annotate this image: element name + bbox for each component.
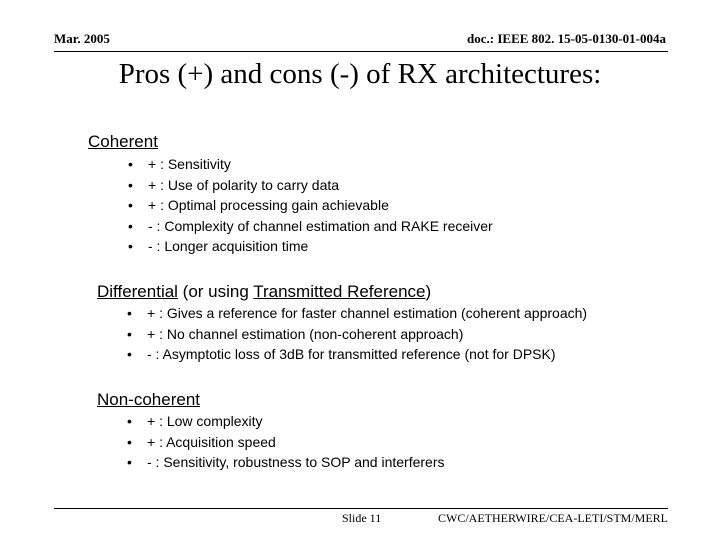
bullet-icon: • xyxy=(127,413,132,429)
list-item: • + : Low complexity xyxy=(127,411,445,432)
bullet-icon: • xyxy=(127,433,132,450)
header-date: Mar. 2005 xyxy=(54,31,110,46)
list-item: • + : Acquisition speed xyxy=(127,432,445,453)
bullet-icon: • xyxy=(128,197,133,213)
list-item: • - : Longer acquisition time xyxy=(128,236,493,257)
bullet-icon: • xyxy=(127,454,132,470)
bullet-icon: • xyxy=(127,325,132,342)
section-heading-differential: Differential (or using Transmitted Reference) xyxy=(97,282,432,301)
list-item: • - : Complexity of channel estimation and RAKE receiver xyxy=(128,216,493,237)
header-doc-id: doc.: IEEE 802. 15-05-0130-01-004a xyxy=(467,31,666,46)
list-item: • + : No channel estimation (non-coherent approach) xyxy=(127,324,587,345)
differential-list xyxy=(127,303,587,365)
header-divider xyxy=(54,51,668,52)
slide-title: Pros (+) and cons (-) of RX architectures: xyxy=(118,58,602,90)
noncoherent-list xyxy=(127,411,445,473)
footer-slide-number: Slide 11 xyxy=(342,511,382,525)
section-coherent xyxy=(88,132,493,257)
bullet-icon: • xyxy=(127,346,132,362)
section-noncoherent xyxy=(97,390,445,473)
list-item: • + : Gives a reference for faster channel estimation (coherent approach) xyxy=(127,303,587,324)
list-item: • + : Optimal processing gain achievable xyxy=(128,195,493,216)
bullet-icon: • xyxy=(128,238,133,254)
footer-organizations: CWC/AETHERWIRE/CEA-LETI/STM/MERL xyxy=(438,511,668,525)
bullet-icon: • xyxy=(127,305,132,321)
section-heading-noncoherent: Non-coherent xyxy=(97,390,201,409)
section-heading-coherent: Coherent xyxy=(88,132,158,151)
list-item: • + : Use of polarity to carry data xyxy=(128,175,493,196)
list-item: • - : Sensitivity, robustness to SOP and interferers xyxy=(127,452,445,473)
list-item: • + : Sensitivity xyxy=(128,154,493,175)
section-differential xyxy=(97,282,587,365)
footer-divider xyxy=(54,508,668,509)
list-item: • - : Asymptotic loss of 3dB for transmitted reference (not for DPSK) xyxy=(127,344,587,365)
bullet-icon: • xyxy=(128,217,133,234)
bullet-icon: • xyxy=(128,156,133,172)
bullet-icon: • xyxy=(128,176,133,193)
coherent-list xyxy=(128,154,493,257)
